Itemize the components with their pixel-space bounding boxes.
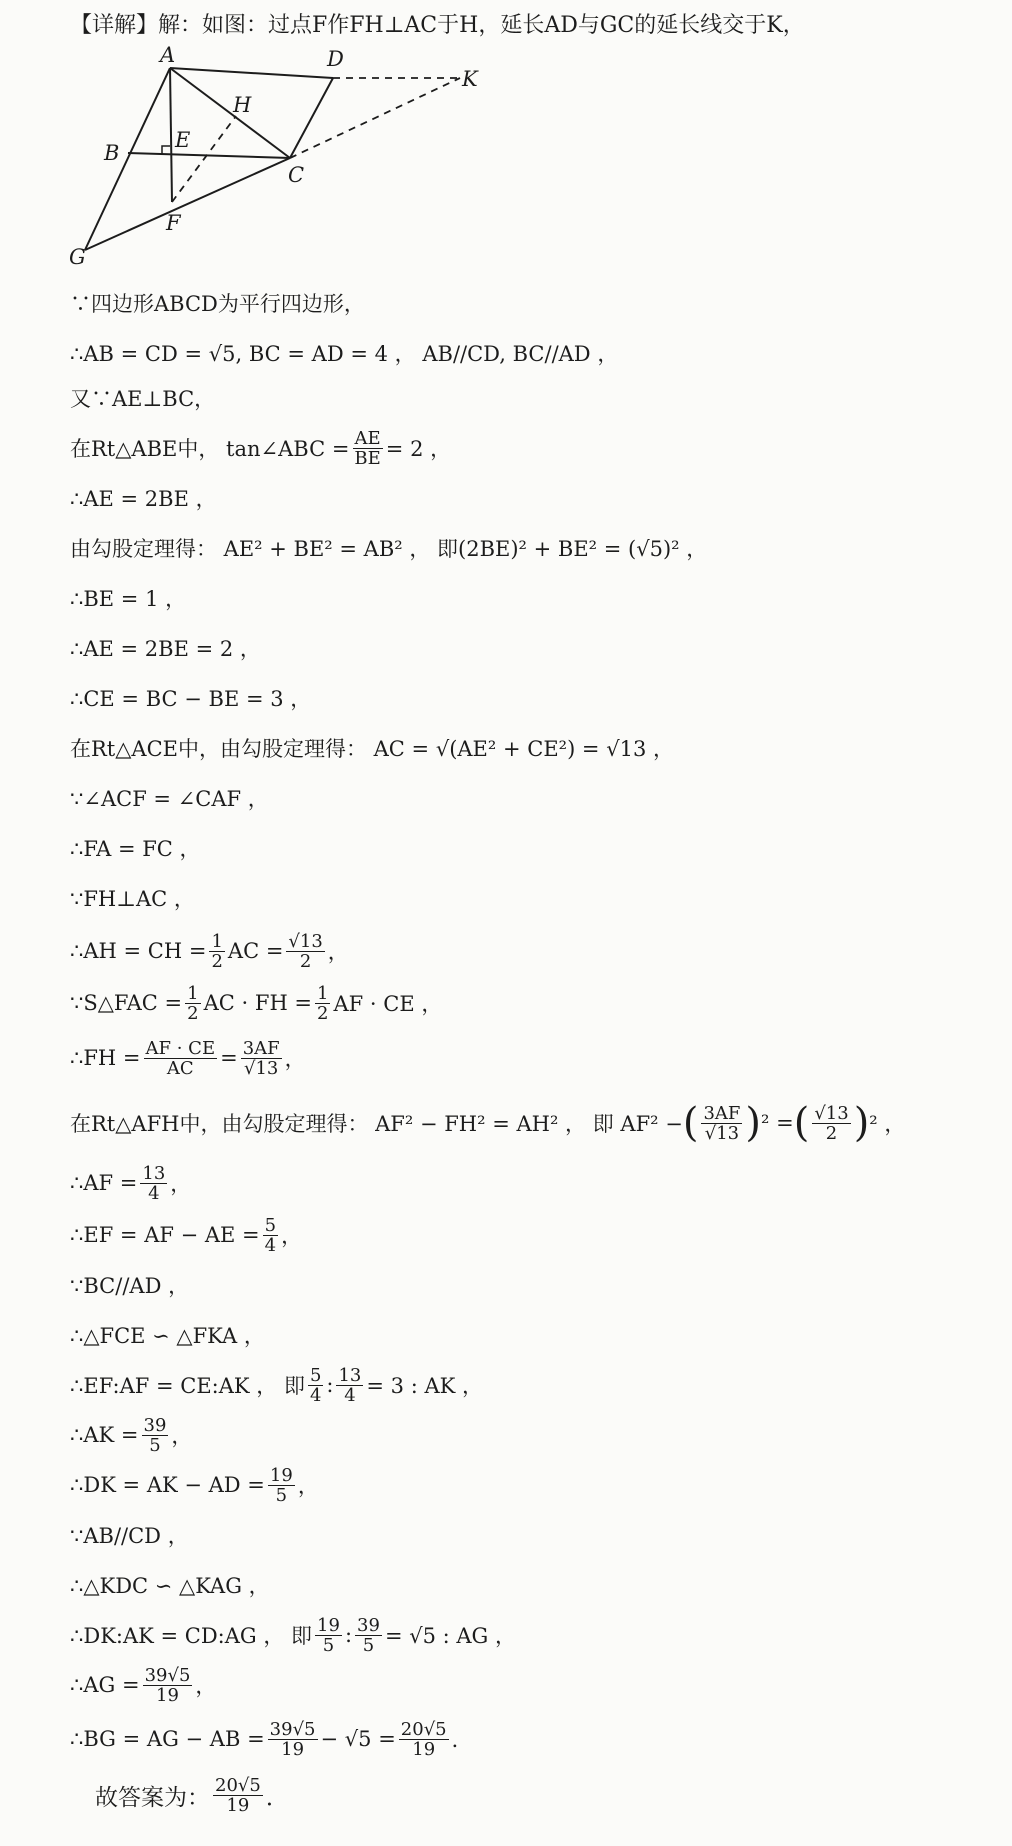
fraction: $\frac{√13}{2}$ bbox=[814, 1102, 849, 1144]
label-C: C bbox=[288, 163, 305, 187]
line-12: ∴FA = FC ， bbox=[70, 837, 201, 861]
fraction: $\frac{5}{4}$ bbox=[264, 1214, 277, 1256]
segment-GC bbox=[85, 158, 290, 250]
fraction: $\frac{19}{5}$ bbox=[317, 1614, 340, 1656]
line-27: ∴DK:AK = CD:AG ， 即 $\frac{19}{5}$ : $\frac{39}{5}$ = √5 : AG ， bbox=[70, 1614, 516, 1656]
line-1: ∵四边形ABCD为平行四边形， bbox=[70, 292, 365, 316]
fraction: $\frac{1}{2}$ bbox=[187, 982, 199, 1024]
segment-BC bbox=[128, 153, 290, 158]
line-21: ∴△FCE ∽ △FKA ， bbox=[70, 1324, 265, 1348]
line-20: ∵BC//AD ， bbox=[70, 1274, 190, 1298]
line-2: ∴AB = CD = √5, BC = AD = 4 ， AB//CD, BC//AD ， bbox=[70, 342, 619, 366]
line-10: 在Rt△ACE中，由勾股定理得： AC = √(AE² + CE²) = √13 ， bbox=[70, 737, 674, 761]
segment-AF bbox=[170, 68, 172, 202]
segment-AG bbox=[85, 68, 170, 250]
line-29: ∴BG = AG − AB = $\frac{39√5}{19}$ − √5 = $\frac{20√5}{19}$ ． bbox=[70, 1718, 473, 1760]
fraction: $\frac{39√5}{19}$ bbox=[144, 1664, 191, 1706]
line-19: ∴EF = AF − AE = $\frac{5}{4}$ ， bbox=[70, 1214, 303, 1256]
line-24: ∴DK = AK − AD = $\frac{19}{5}$ ， bbox=[70, 1464, 319, 1506]
fraction: $\frac{AE}{BE}$ bbox=[354, 427, 381, 469]
line-8: ∴AE = 2BE = 2 ， bbox=[70, 637, 261, 661]
label-K: K bbox=[462, 67, 478, 91]
fraction: $\frac{39√5}{19}$ bbox=[269, 1718, 316, 1760]
line-16: ∴FH = $\frac{AF \cdot CE}{AC}$ = $\frac{3AF}{√13}$ ， bbox=[70, 1037, 306, 1079]
line-22: ∴EF:AF = CE:AK ， 即 $\frac{5}{4}$ : $\frac{13}{4}$ = 3 : AK ， bbox=[70, 1364, 483, 1406]
fraction: $\frac{13}{4}$ bbox=[338, 1364, 362, 1406]
fraction: $\frac{13}{4}$ bbox=[142, 1162, 166, 1204]
label-D: D bbox=[327, 47, 344, 71]
line-26: ∴△KDC ∽ △KAG ， bbox=[70, 1574, 270, 1598]
label-E: E bbox=[175, 128, 191, 152]
fraction: $\frac{3AF}{√13}$ bbox=[703, 1102, 741, 1144]
segment-DC bbox=[290, 78, 333, 158]
line-11: ∵∠ACF = ∠CAF ， bbox=[70, 787, 269, 811]
fraction: $\frac{19}{5}$ bbox=[269, 1464, 293, 1506]
right-angle-mark bbox=[162, 146, 170, 154]
line-25: ∵AB//CD ， bbox=[70, 1524, 189, 1548]
geometry-figure bbox=[0, 0, 1012, 270]
fraction: $\frac{√13}{2}$ bbox=[288, 930, 323, 972]
line-3: 又∵AE⊥BC， bbox=[70, 387, 216, 411]
line-4: 在Rt△ABE中， tan∠ABC = $\frac{AE}{BE}$ = 2 ， bbox=[70, 427, 452, 469]
fraction: $\frac{20√5}{19}$ bbox=[215, 1774, 261, 1816]
segment-AD bbox=[170, 68, 333, 78]
line-13: ∵FH⊥AC ， bbox=[70, 887, 195, 911]
line-14: ∴AH = CH = $\frac{1}{2}$ AC = $\frac{√13}{2}$ ， bbox=[70, 930, 349, 972]
final-answer: 故答案为： $\frac{20√5}{19}$ ． bbox=[95, 1774, 289, 1816]
label-H: H bbox=[233, 93, 252, 117]
line-18: ∴AF = $\frac{13}{4}$ ， bbox=[70, 1162, 192, 1204]
line-15: ∵S△FAC = $\frac{1}{2}$ AC · FH = $\frac{1}{2}$ AF · CE ， bbox=[70, 982, 443, 1024]
fraction: $\frac{AF \cdot CE}{AC}$ bbox=[145, 1037, 216, 1079]
line-23: ∴AK = $\frac{39}{5}$ ， bbox=[70, 1414, 193, 1456]
line-9: ∴CE = BC − BE = 3 ， bbox=[70, 687, 312, 711]
label-G: G bbox=[69, 245, 86, 269]
solution-tag: 【详解】 bbox=[70, 13, 159, 38]
solution-intro: 解：如图：过点F作FH⊥AC于H，延长AD与GC的延长线交于K， bbox=[158, 13, 805, 38]
line-17: 在Rt△AFH中，由勾股定理得： AF² − FH² = AH² ， 即 AF² − ( $\frac{3AF}{√13}$ ) ² = ( $\frac{√13}{2}$ ) ² ， bbox=[70, 1100, 906, 1146]
line-5: ∴AE = 2BE ， bbox=[70, 487, 217, 511]
label-A: A bbox=[160, 43, 176, 67]
label-F: F bbox=[166, 211, 181, 235]
fraction: $\frac{20√5}{19}$ bbox=[400, 1718, 447, 1760]
fraction: $\frac{1}{2}$ bbox=[211, 930, 223, 972]
line-7: ∴BE = 1 ， bbox=[70, 587, 187, 611]
line-28: ∴AG = $\frac{39√5}{19}$ ， bbox=[70, 1664, 217, 1706]
fraction: $\frac{39}{5}$ bbox=[357, 1614, 380, 1656]
fraction: $\frac{3AF}{√13}$ bbox=[242, 1037, 280, 1079]
dashed-CK bbox=[290, 78, 460, 158]
line-6: 由勾股定理得： AE² + BE² = AB² ， 即(2BE)² + BE² = (√5)² ， bbox=[70, 537, 708, 561]
fraction: $\frac{39}{5}$ bbox=[143, 1414, 167, 1456]
label-B: B bbox=[104, 141, 120, 165]
fraction: $\frac{5}{4}$ bbox=[309, 1364, 322, 1406]
fraction: $\frac{1}{2}$ bbox=[317, 982, 329, 1024]
